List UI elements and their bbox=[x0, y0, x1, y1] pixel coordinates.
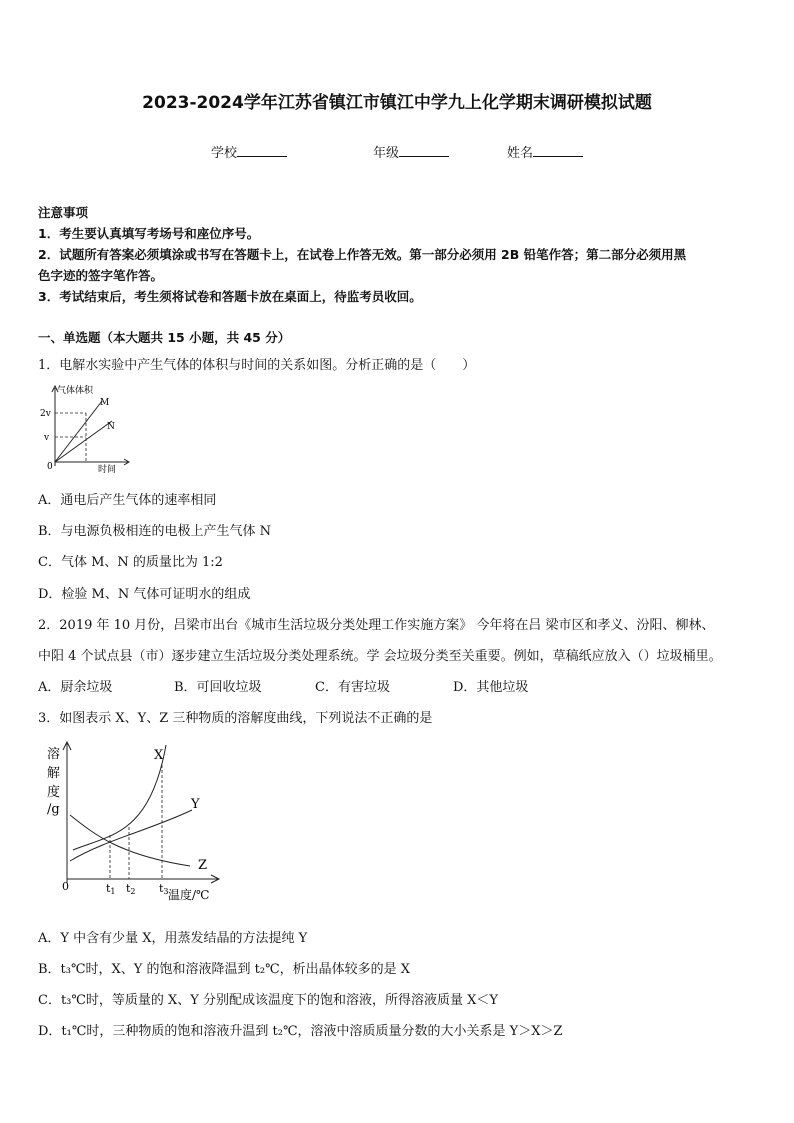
tick-v: v bbox=[44, 433, 50, 443]
y-axis-label: 气体体积 bbox=[57, 386, 94, 396]
notes-item: 色字迹的签字笔作答。 bbox=[38, 268, 164, 283]
q1-stem: 1．电解水实验中产生气体的体积与时间的关系如图。分析正确的是（ ） bbox=[38, 358, 476, 373]
curve-Y bbox=[70, 810, 192, 861]
section-heading: 一、单选题（本大题共 15 小题，共 45 分） bbox=[38, 330, 291, 345]
tick-t3: t3 bbox=[159, 882, 169, 896]
school-field[interactable] bbox=[211, 142, 287, 161]
curve-X bbox=[73, 745, 166, 850]
line-M bbox=[55, 401, 102, 462]
line-N bbox=[55, 421, 112, 462]
label-X: X bbox=[154, 748, 164, 763]
name-blank[interactable] bbox=[533, 144, 583, 157]
q1-volume-time-graph bbox=[36, 380, 136, 476]
q3-option-a[interactable]: A．Y 中含有少量 X，用蒸发结晶的方法提纯 Y bbox=[38, 931, 308, 946]
page-title: 2023-2024学年江苏省镇江市镇江中学九上化学期末调研模拟试题 bbox=[142, 93, 652, 113]
q3-solubility-graph bbox=[40, 735, 230, 910]
label-Y: Y bbox=[191, 797, 200, 812]
school-label: 学校 bbox=[211, 146, 238, 161]
origin-label: 0 bbox=[62, 880, 69, 893]
q1-option-c[interactable]: C．气体 M、N 的质量比为 1:2 bbox=[38, 555, 223, 570]
curve-Z bbox=[70, 815, 190, 866]
q3-option-d[interactable]: D．t₁℃时，三种物质的饱和溶液升温到 t₂℃，溶液中溶质质量分数的大小关系是 Y＞X＞Z bbox=[38, 1024, 563, 1039]
q1-option-d[interactable]: D．检验 M、N 气体可证明水的组成 bbox=[38, 587, 251, 602]
label-Z: Z bbox=[198, 858, 208, 873]
name-field[interactable] bbox=[507, 142, 583, 161]
q2-option-b[interactable]: B．可回收垃圾 bbox=[174, 680, 262, 695]
x-axis-label: 温度/℃ bbox=[168, 888, 210, 902]
tick-t1: t1 bbox=[106, 882, 116, 896]
q2-option-c[interactable]: C．有害垃圾 bbox=[315, 680, 390, 695]
q2-stem-line1: 2．2019 年 10 月份，吕梁市出台《城市生活垃圾分类处理工作实施方案》 今年将在吕 梁市区和孝义、汾阳、柳林、 bbox=[38, 618, 715, 633]
grade-blank[interactable] bbox=[399, 144, 449, 157]
x-axis-label: 时间 bbox=[98, 465, 117, 475]
tick-2v: 2v bbox=[40, 409, 51, 419]
label-M: M bbox=[100, 398, 110, 408]
q3-option-b[interactable]: B．t₃℃时，X、Y 的饱和溶液降温到 t₂℃，析出晶体较多的是 X bbox=[38, 962, 410, 977]
q2-stem-line2: 中阳 4 个试点县（市）逐步建立生活垃圾分类处理系统。学 会垃圾分类至关重要。例如，草稿纸应放入（）垃圾桶里。 bbox=[38, 649, 722, 664]
name-label: 姓名 bbox=[507, 146, 534, 161]
q2-option-a[interactable]: A．厨余垃圾 bbox=[38, 680, 113, 695]
q1-option-a[interactable]: A．通电后产生气体的速率相同 bbox=[38, 493, 217, 508]
label-N: N bbox=[107, 422, 115, 432]
origin-label: 0 bbox=[47, 462, 53, 472]
school-blank[interactable] bbox=[237, 144, 287, 157]
tick-t2: t2 bbox=[126, 882, 136, 896]
q2-option-d[interactable]: D．其他垃圾 bbox=[453, 680, 529, 695]
grade-field[interactable] bbox=[373, 142, 449, 161]
notes-item: 3．考试结束后，考生须将试卷和答题卡放在桌面上，待监考员收回。 bbox=[38, 289, 422, 304]
notes-item: 2．试题所有答案必须填涂或书写在答题卡上，在试卷上作答无效。第一部分必须用 2B 铅笔作答；第二部分必须用黑 bbox=[38, 247, 687, 262]
notes-heading: 注意事项 bbox=[38, 205, 89, 220]
q3-stem: 3．如图表示 X、Y、Z 三种物质的溶解度曲线，下列说法不正确的是 bbox=[38, 711, 433, 726]
q1-option-b[interactable]: B．与电源负极相连的电极上产生气体 N bbox=[38, 524, 272, 539]
grade-label: 年级 bbox=[373, 146, 400, 161]
q3-option-c[interactable]: C．t₃℃时，等质量的 X、Y 分别配成该温度下的饱和溶液，所得溶液质量 X＜Y bbox=[38, 993, 498, 1008]
y-label-2: 解 bbox=[47, 766, 61, 781]
y-label-1: 溶 bbox=[47, 747, 61, 762]
y-label-3: 度 bbox=[47, 785, 61, 800]
y-label-4: /g bbox=[47, 802, 60, 817]
notes-item: 1．考生要认真填写考场号和座位序号。 bbox=[38, 226, 260, 241]
